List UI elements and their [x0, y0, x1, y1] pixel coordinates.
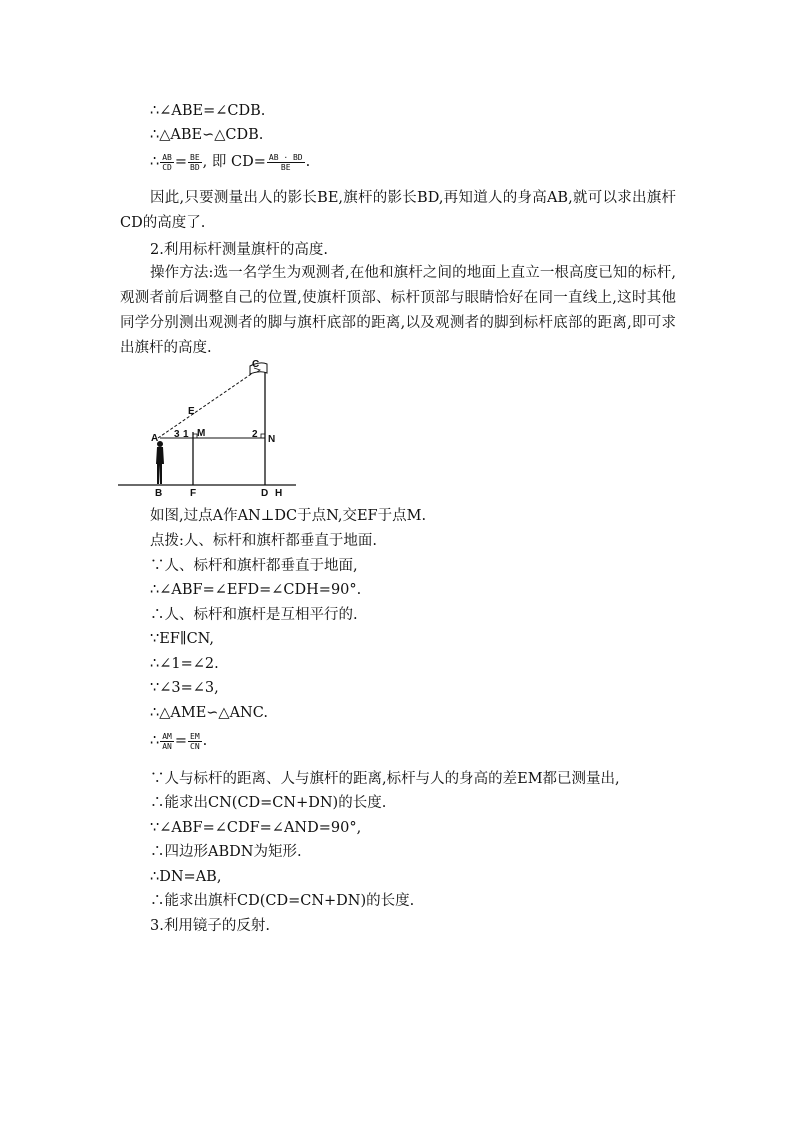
flagpole-diagram	[118, 357, 298, 501]
label-a: A	[151, 433, 159, 444]
label-d: D	[261, 488, 269, 497]
proof-line-3: ∵人、标杆和旗杆都垂直于地面,	[150, 558, 358, 574]
fraction-am-an: $\frac{AM}{AN}$	[162, 731, 172, 751]
proof-line-14: ∴四边形ABDN为矩形.	[150, 844, 302, 860]
proof-line-1: 如图,过点A作AN⊥DC于点N,交EF于点M.	[150, 508, 427, 524]
proof-line-4: ∴∠ABF=∠EFD=∠CDH=90°.	[150, 582, 362, 598]
diagram-svg	[118, 357, 298, 497]
proof-line-6: ∵EF∥CN,	[150, 631, 215, 647]
section-heading-2: 2.利用标杆测量旗杆的高度.	[150, 242, 328, 258]
proof-line-5: ∴人、标杆和旗杆是互相平行的.	[150, 607, 358, 623]
proof-line-2: 点拨:人、标杆和旗杆都垂直于地面.	[150, 533, 377, 549]
person-silhouette-icon	[156, 441, 164, 484]
label-c: C	[252, 359, 260, 370]
equals-sign: =	[174, 154, 188, 170]
paragraph-conclusion: 因此,只要测量出人的影长BE,旗杆的影长BD,再知道人的身高AB,就可以求出旗杆CD的高度了.	[120, 190, 676, 231]
label-f: F	[190, 488, 197, 497]
proof-line-16: ∴能求出旗杆CD(CD=CN+DN)的长度.	[150, 893, 415, 909]
line-ratio-formula	[150, 148, 310, 176]
formula-end: .	[202, 733, 208, 749]
fraction-cd-result: $\frac{AB \cdot BD}{BE}$	[268, 152, 303, 172]
proof-line-7: ∴∠1=∠2.	[150, 656, 219, 672]
fraction-ab-cd: $\frac{AB}{CD}$	[162, 152, 172, 172]
fraction-em-cn: $\frac{EM}{CN}$	[190, 731, 200, 751]
proof-line-8: ∵∠3=∠3,	[150, 680, 219, 696]
therefore-symbol: ∴	[150, 733, 160, 749]
equals-sign: =	[174, 733, 188, 749]
line-similar-triangles: ∴△ABE∽△CDB.	[150, 127, 264, 143]
line-angle-equal: ∴∠ABE=∠CDB.	[150, 103, 266, 119]
paragraph-method: 操作方法:选一名学生为观测者,在他和旗杆之间的地面上直立一根高度已知的标杆,观测者前后调整自己的位置,使旗杆顶部、标杆顶部与眼睛恰好在同一直线上,这时其他同学分别测出观测者的脚与旗杆底部的距离,以及观测者的脚到标杆底部的距离,即可求出旗杆的高度.	[120, 265, 676, 356]
label-1: 1	[183, 429, 189, 440]
label-3: 3	[174, 429, 180, 440]
proof-line-15: ∴DN=AB,	[150, 869, 222, 885]
label-m: M	[197, 428, 206, 439]
section-heading-3: 3.利用镜子的反射.	[150, 918, 270, 934]
proof-line-9: ∴△AME∽△ANC.	[150, 705, 268, 721]
formula-end: .	[305, 154, 311, 170]
proof-line-13: ∵∠ABF=∠CDF=∠AND=90°,	[150, 820, 362, 836]
label-2: 2	[252, 429, 258, 440]
label-h: H	[275, 488, 283, 497]
fraction-be-bd: $\frac{BE}{BD}$	[190, 152, 200, 172]
proof-line-11: ∵人与标杆的距离、人与旗杆的距离,标杆与人的身高的差EM都已测量出,	[150, 771, 620, 787]
therefore-symbol: ∴	[150, 154, 160, 170]
label-n: N	[268, 434, 276, 445]
label-e: E	[188, 406, 195, 417]
sight-line-dashed	[158, 368, 260, 438]
formula-middle-text: , 即 CD=	[202, 154, 266, 170]
proof-line-10-ratio	[150, 726, 207, 756]
label-b: B	[155, 488, 163, 497]
proof-line-12: ∴能求出CN(CD=CN+DN)的长度.	[150, 795, 387, 811]
